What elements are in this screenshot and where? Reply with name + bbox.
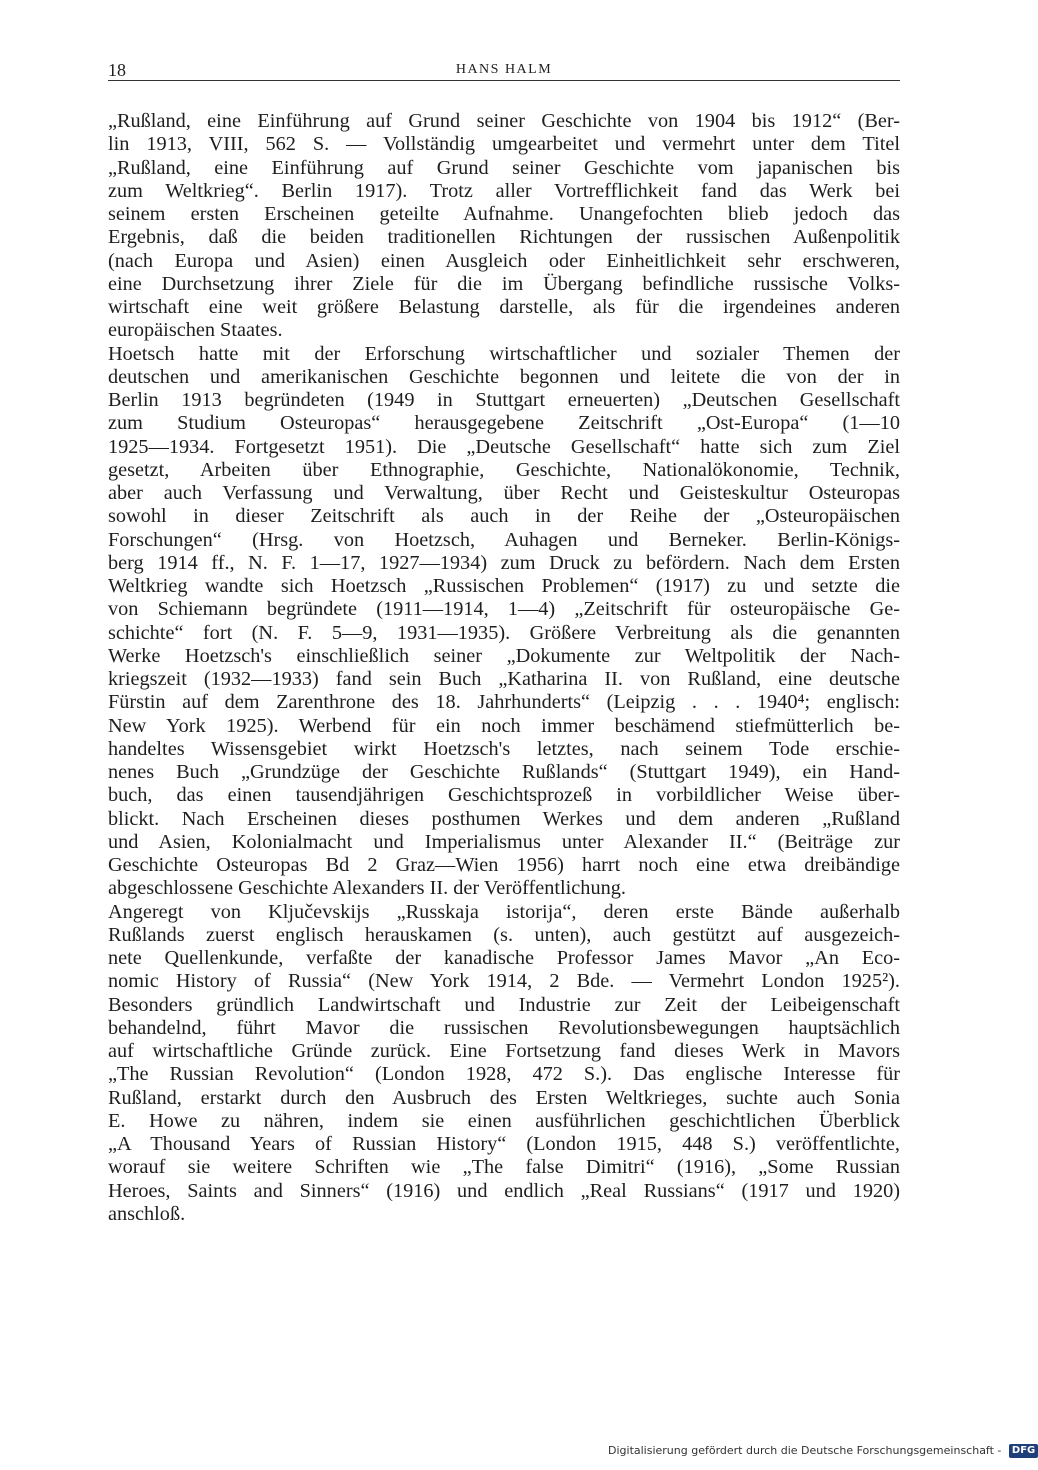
text-line: (nach Europa und Asien) einen Ausgleich oder Einheitlichkeit sehr erschweren, <box>108 249 900 272</box>
text-line: eine Durchsetzung ihrer Ziele für die im Übergang befindliche russische Volks- <box>108 272 900 295</box>
text-line: Fürstin auf dem Zarenthrone des 18. Jahrhunderts“ (Leipzig . . . 1940⁴; englisch: <box>108 691 900 714</box>
text-line: wirtschaft eine weit größere Belastung darstelle, als für die irgendeines anderen <box>108 296 900 318</box>
text-line: Angeregt von Ključevskijs „Russkaja istorija“, deren erste Bände außerhalb <box>108 900 900 923</box>
dfg-logo-icon: DFG <box>1009 1444 1038 1458</box>
text-line: Weltkrieg wandte sich Hoetzsch „Russischen Problemen“ (1917) zu und setzte die <box>108 575 900 597</box>
running-head: HANS HALM <box>455 62 553 77</box>
text-line: E. Howe zu nähren, indem sie einen ausführlichen geschichtlichen Überblick <box>108 1109 900 1132</box>
text-line: europäischen Staates. <box>108 319 283 342</box>
funding-note: Digitalisierung gefördert durch die Deutsche Forschungsgemeinschaft - <box>608 1444 1002 1457</box>
text-line: nenes Buch „Grundzüge der Geschichte Rußlands“ (Stuttgart 1949), ein Hand- <box>108 761 900 783</box>
text-line: worauf sie weitere Schriften wie „The false Dimitri“ (1916), „Some Russian <box>108 1156 900 1179</box>
text-line: sowohl in dieser Zeitschrift als auch in der Reihe der „Osteuropäischen <box>108 505 900 528</box>
page-header <box>108 58 900 81</box>
text-line: auf wirtschaftliche Gründe zurück. Eine Fortsetzung fand dieses Werk in Mavors <box>108 1040 900 1062</box>
text-line: Hoetsch hatte mit der Erforschung wirtschaftlicher und sozialer Themen der <box>108 342 900 365</box>
text-line: 1925—1934. Fortgesetzt 1951). Die „Deutsche Gesellschaft“ hatte sich zum Ziel <box>108 435 900 458</box>
text-line: deutschen und amerikanischen Geschichte begonnen und leitete die von der in <box>108 365 900 388</box>
text-line: nete Quellenkunde, verfaßte der kanadische Professor James Mavor „An Eco- <box>108 947 900 969</box>
text-line: von Schiemann begründete (1911—1914, 1—4) „Zeitschrift für osteuropäische Ge- <box>108 598 900 621</box>
funding-footer <box>608 1444 1038 1458</box>
text-line: seinem ersten Erscheinen geteilte Aufnahme. Unangefochten blieb jedoch das <box>108 203 900 225</box>
text-line: Rußland, erstarkt durch den Ausbruch des Ersten Weltkrieges, suchte auch Sonia <box>108 1086 900 1109</box>
text-line: zum Studium Osteuropas“ herausgegebene Zeitschrift „Ost-Europa“ (1—10 <box>108 412 900 435</box>
body-text <box>108 110 900 1226</box>
text-line: schichte“ fort (N. F. 5—9, 1931—1935). Größere Verbreitung als die genannten <box>108 621 900 644</box>
text-line: behandelnd, führt Mavor die russischen Revolutionsbewegungen hauptsächlich <box>108 1016 900 1039</box>
text-line: lin 1913, VIII, 562 S. — Vollständig umgearbeitet und vermehrt unter dem Titel <box>108 133 900 156</box>
text-line: „Rußland, eine Einführung auf Grund seiner Geschichte von 1904 bis 1912“ (Ber- <box>108 110 900 132</box>
text-line: zum Weltkrieg“. Berlin 1917). Trotz aller Vortrefflichkeit fand das Werk bei <box>108 179 900 202</box>
text-line: kriegszeit (1932—1933) fand sein Buch „Katharina II. von Rußland, eine deutsche <box>108 668 900 690</box>
text-line: Besonders gründlich Landwirtschaft und Industrie zur Zeit der Leibeigenschaft <box>108 993 900 1016</box>
text-line: Berlin 1913 begründeten (1949 in Stuttgart erneuerten) „Deutschen Gesellschaft <box>108 389 900 411</box>
text-line: Rußlands zuerst englisch herauskamen (s. unten), auch gestützt auf ausgezeich- <box>108 923 900 946</box>
text-line: „A Thousand Years of Russian History“ (London 1915, 448 S.) veröffentlichte, <box>108 1133 900 1155</box>
text-line: gesetzt, Arbeiten über Ethnographie, Geschichte, Nationalökonomie, Technik, <box>108 458 900 481</box>
text-line: „Rußland, eine Einführung auf Grund seiner Geschichte vom japanischen bis <box>108 156 900 179</box>
text-line: nomic History of Russia“ (New York 1914, 2 Bde. — Vermehrt London 1925²). <box>108 970 900 993</box>
text-line: Ergebnis, daß die beiden traditionellen Richtungen der russischen Außenpolitik <box>108 226 900 249</box>
text-line: Forschungen“ (Hrsg. von Hoetzsch, Auhagen und Berneker. Berlin-Königs- <box>108 528 900 551</box>
text-line: und Asien, Kolonialmacht und Imperialismus unter Alexander II.“ (Beiträge zur <box>108 830 900 853</box>
text-line: New York 1925). Werbend für ein noch immer beschämend stiefmütterlich be- <box>108 714 900 737</box>
text-line: aber auch Verfassung und Verwaltung, über Recht und Geisteskultur Osteuropas <box>108 482 900 504</box>
text-line: blickt. Nach Erscheinen dieses posthumen Werkes und dem anderen „Rußland <box>108 807 900 830</box>
text-line: Heroes, Saints and Sinners“ (1916) und endlich „Real Russians“ (1917 und 1920) <box>108 1179 900 1202</box>
page-number: 18 <box>108 60 126 80</box>
text-line: anschloß. <box>108 1202 186 1225</box>
text-line: Geschichte Osteuropas Bd 2 Graz—Wien 1956) harrt noch eine etwa dreibändige <box>108 854 900 876</box>
text-line: „The Russian Revolution“ (London 1928, 472 S.). Das englische Interesse für <box>108 1063 900 1086</box>
text-line: buch, das einen tausendjährigen Geschichtsprozeß in vorbildlicher Weise über- <box>108 784 900 807</box>
text-line: abgeschlossene Geschichte Alexanders II. der Veröffentlichung. <box>108 877 626 900</box>
text-line: berg 1914 ff., N. F. 1—17, 1927—1934) zum Druck zu befördern. Nach dem Ersten <box>108 551 900 574</box>
text-line: handeltes Wissensgebiet wirkt Hoetzsch's letztes, nach seinem Tode erschie- <box>108 737 900 760</box>
text-line: Werke Hoetzsch's einschließlich seiner „Dokumente zur Weltpolitik der Nach- <box>108 644 900 667</box>
